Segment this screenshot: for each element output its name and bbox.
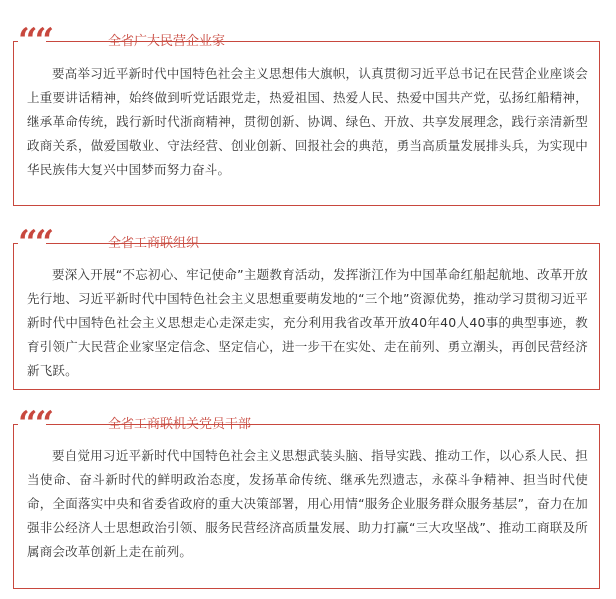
section-title: 全省工商联机关党员干部	[108, 417, 252, 432]
section-body: 要自觉用习近平新时代中国特色社会主义思想武装头脑、指导实践、推动工作，以心系人民、担当使命、奋斗新时代的鲜明政治态度，发扬革命传统、继承先烈遗志，永葆斗争精神、担当时代使命，全面落实中央和省委省政府的重大决策部署，用心用情“服务企业服务群众服务基层”，奋力在加强非公经济人士思想政治引领、服务民营经济高质量发展、助力打赢“三大攻坚战”、推动工商联及所属商会改革创新上走在前列。	[27, 448, 588, 559]
section-title: 全省工商联组织	[108, 236, 200, 251]
section-body: 要高举习近平新时代中国特色社会主义思想伟大旗帜，认真贯彻习近平总书记在民营企业座谈会上重要讲话精神，始终做到听党话跟党走，热爱祖国、热爱人民、热爱中国共产党，弘扬红船精神，继承革命传统，践行新时代浙商精神，贯彻创新、协调、绿色、开放、共享发展理念，践行亲清新型政商关系，做爱国敬业、守法经营、创业创新、回报社会的典范，勇当高质量发展排头兵，为实现中华民族伟大复兴中国梦而努力奋斗。	[27, 66, 588, 177]
section-card-federation	[13, 223, 600, 390]
section-card-entrepreneurs	[13, 21, 600, 206]
quote-glyph: “	[18, 404, 35, 444]
section-card-party-cadres	[13, 404, 600, 589]
quote-mark-icon	[18, 404, 52, 444]
quote-glyph: “	[34, 223, 52, 263]
section-title: 全省广大民营企业家	[108, 34, 226, 49]
section-body: 要深入开展“不忘初心、牢记使命”主题教育活动，发挥浙江作为中国革命红船起航地、改革开放先行地、习近平新时代中国特色社会主义思想重要萌发地的“三个地”资源优势，推动学习贯彻习近平新时代中国特色社会主义思想走心走深走实，充分利用我省改革开放40年40人40事的典型事迹，教育引领广大民营企业家坚定信念、坚定信心，进一步干在实处、走在前列、勇立潮头，再创民营经济新飞跃。	[27, 267, 588, 378]
quote-glyph: “	[18, 21, 35, 61]
quote-mark-icon	[18, 223, 52, 263]
quote-glyph: “	[34, 21, 52, 61]
quote-glyph: “	[18, 223, 35, 263]
quote-glyph: “	[34, 404, 52, 444]
quote-mark-icon	[18, 21, 52, 61]
